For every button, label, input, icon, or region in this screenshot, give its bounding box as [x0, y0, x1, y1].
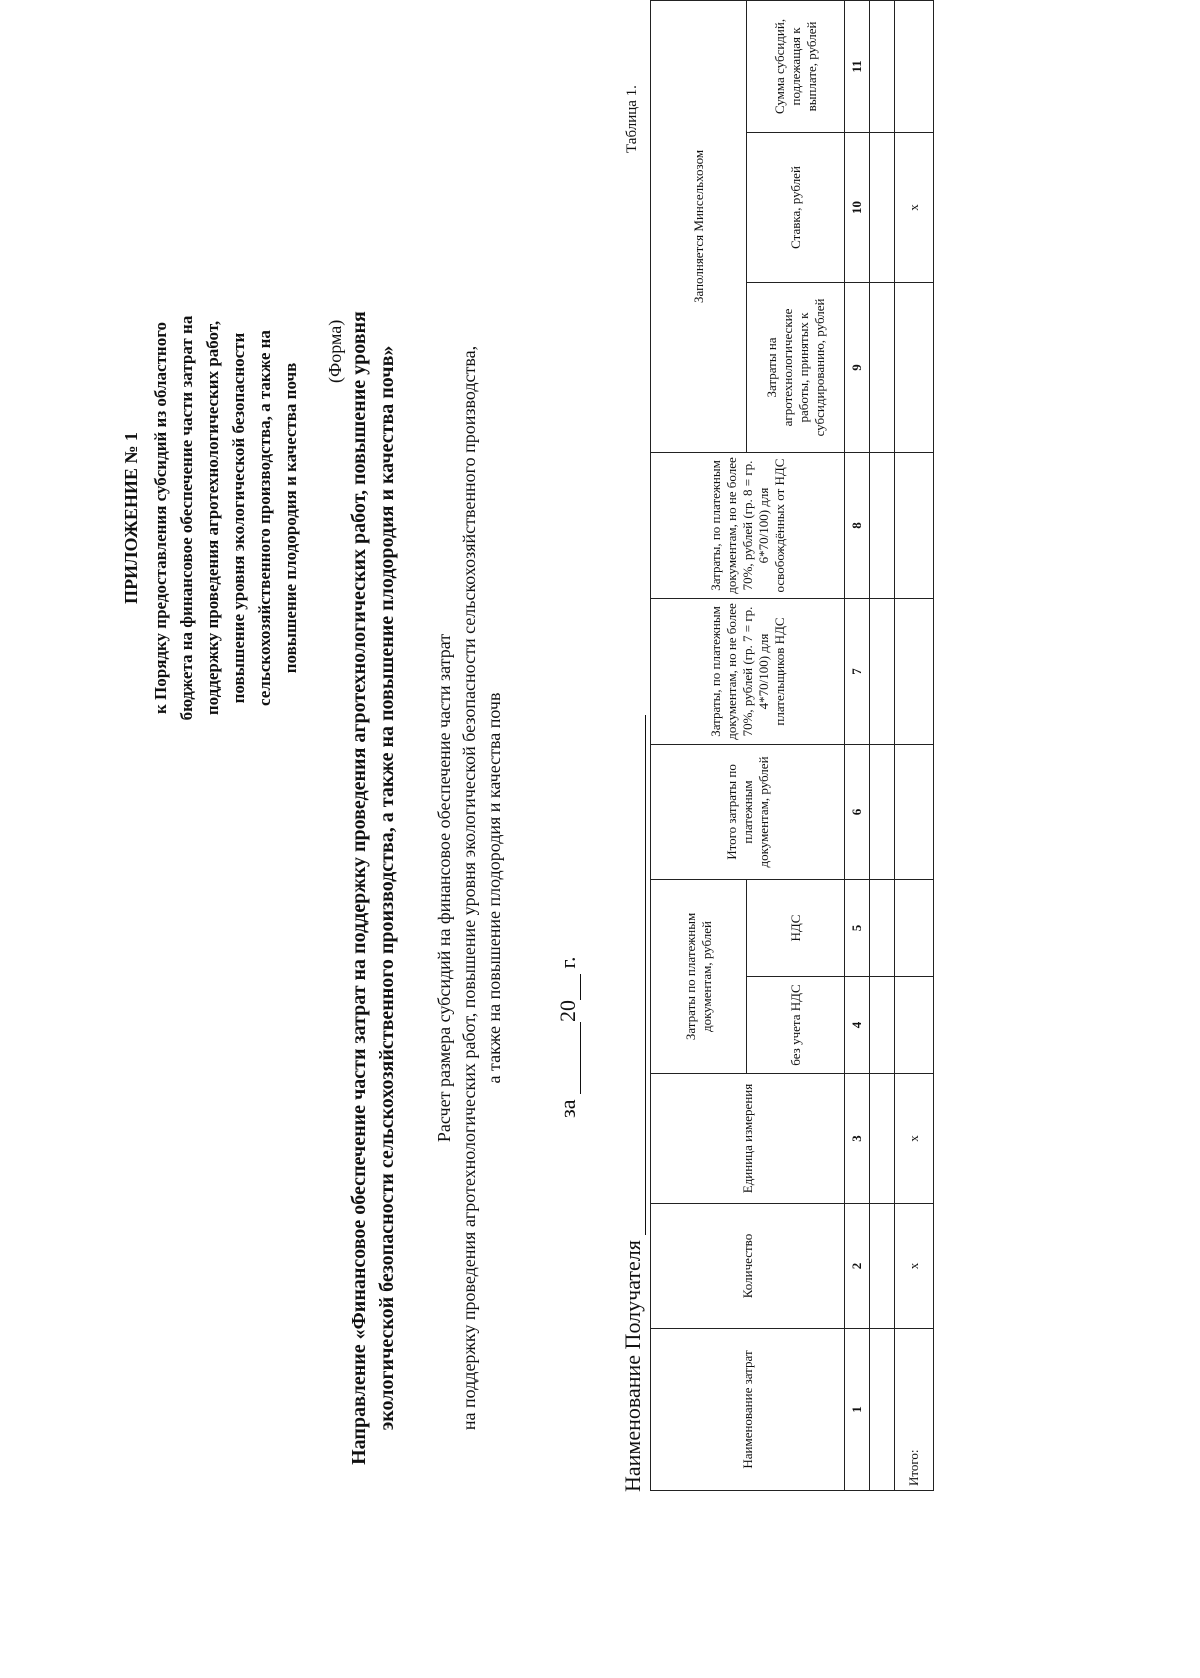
- appendix-line: повышение плодородия и качества почв: [281, 362, 300, 674]
- recipient-blank-field: [623, 715, 646, 1235]
- appendix-line: к Порядку предоставления субсидий из областного: [151, 321, 170, 715]
- cell[interactable]: [870, 0, 895, 132]
- table-row: [870, 0, 895, 1490]
- header-col10: Ставка, рублей: [747, 132, 845, 282]
- calculation-line: на поддержку проведения агротехнологических работ, повышение уровня экологической безопасности сельскохозяйственного производства,: [459, 345, 479, 1431]
- appendix-line: повышение уровня экологической безопасности: [229, 332, 248, 704]
- header-costs-group: Затраты по платежным документам, рублей: [651, 879, 747, 1073]
- cell[interactable]: [870, 132, 895, 282]
- cell[interactable]: [870, 282, 895, 452]
- cell[interactable]: [895, 977, 934, 1074]
- column-number: 3: [845, 1074, 870, 1204]
- header-quantity: Количество: [651, 1204, 845, 1329]
- column-number: 4: [845, 977, 870, 1074]
- cell[interactable]: [870, 598, 895, 744]
- cell[interactable]: [895, 879, 934, 976]
- cell[interactable]: [870, 1074, 895, 1204]
- form-note: (Форма): [325, 319, 345, 383]
- header-col7: Затраты, по платежным документам, но не более 70%, рублей (гр. 7 = гр. 4*70/100) для плательщиков НДС: [651, 598, 845, 744]
- direction-line: Направление «Финансовое обеспечение части затрат на поддержку проведения агротехнологических работ, повышение уровня: [348, 311, 370, 1465]
- cell[interactable]: [870, 744, 895, 879]
- calculation-line: а также на повышение плодородия и качества почв: [484, 692, 504, 1084]
- cell[interactable]: [895, 452, 934, 598]
- header-without-vat: без учета НДС: [747, 977, 845, 1074]
- column-number: 8: [845, 452, 870, 598]
- period-prefix: за: [555, 1099, 580, 1118]
- header-row: [651, 0, 747, 1490]
- costs-table: [650, 0, 934, 1491]
- period-year-prefix: 20: [555, 1000, 580, 1023]
- cell[interactable]: [870, 879, 895, 976]
- header-ministry-group: Заполняется Минсельхозом: [651, 0, 747, 452]
- cell[interactable]: [870, 1329, 895, 1491]
- appendix-line: сельскохозяйственного производства, а также на: [255, 330, 274, 706]
- appendix-line: поддержку проведения агротехнологических работ,: [203, 320, 222, 716]
- cell[interactable]: [870, 452, 895, 598]
- header-total-costs: Итого затраты по платежным документам, рублей: [651, 744, 845, 879]
- total-row: [895, 0, 934, 1490]
- total-quantity: x: [895, 1204, 934, 1329]
- appendix-header: [118, 278, 304, 758]
- column-number: 9: [845, 282, 870, 452]
- direction-line: экологической безопасности сельскохозяйственного производства, а также на повышение плодородия и качества почв»: [376, 345, 398, 1431]
- column-number: 2: [845, 1204, 870, 1329]
- total-unit: x: [895, 1074, 934, 1204]
- cell[interactable]: [895, 282, 934, 452]
- header-col9: Затраты на агротехнологические работы, принятых к субсидированию, рублей: [747, 282, 845, 452]
- appendix-heading: ПРИЛОЖЕНИЕ № 1: [121, 432, 141, 604]
- calculation-title: [432, 248, 507, 1528]
- year-blank-field: [558, 974, 581, 1000]
- column-number: 11: [845, 0, 870, 132]
- column-number: 1: [845, 1329, 870, 1491]
- header-unit: Единица измерения: [651, 1074, 845, 1204]
- header-vat: НДС: [747, 879, 845, 976]
- header-col11: Сумма субсидий, подлежащая к выплате, рублей: [747, 0, 845, 132]
- period-line: [555, 956, 581, 1118]
- column-number: 7: [845, 598, 870, 744]
- appendix-line: бюджета на финансовое обеспечение части затрат на: [177, 315, 196, 721]
- cell[interactable]: [895, 744, 934, 879]
- cell[interactable]: [870, 1204, 895, 1329]
- column-numbers-row: [845, 0, 870, 1490]
- cell[interactable]: [895, 0, 934, 132]
- column-number: 6: [845, 744, 870, 879]
- calculation-line: Расчет размера субсидий на финансовое обеспечение части затрат: [434, 633, 454, 1143]
- period-blank-field: [558, 1022, 581, 1094]
- total-label: Итого:: [895, 1329, 934, 1491]
- header-col8: Затраты, по платежным документам, но не более 70%, рублей (гр. 8 = гр. 6*70/100) для освобождённых от НДС: [651, 452, 845, 598]
- cell[interactable]: [870, 977, 895, 1074]
- recipient-label: Наименование Получателя: [620, 1240, 645, 1492]
- period-suffix: г.: [555, 956, 580, 969]
- column-number: 5: [845, 879, 870, 976]
- header-name: Наименование затрат: [651, 1329, 845, 1491]
- recipient-line: [620, 715, 646, 1492]
- total-col10: x: [895, 132, 934, 282]
- column-number: 10: [845, 132, 870, 282]
- table-label: Таблица 1.: [624, 85, 640, 153]
- direction-title: [345, 298, 401, 1478]
- cell[interactable]: [895, 598, 934, 744]
